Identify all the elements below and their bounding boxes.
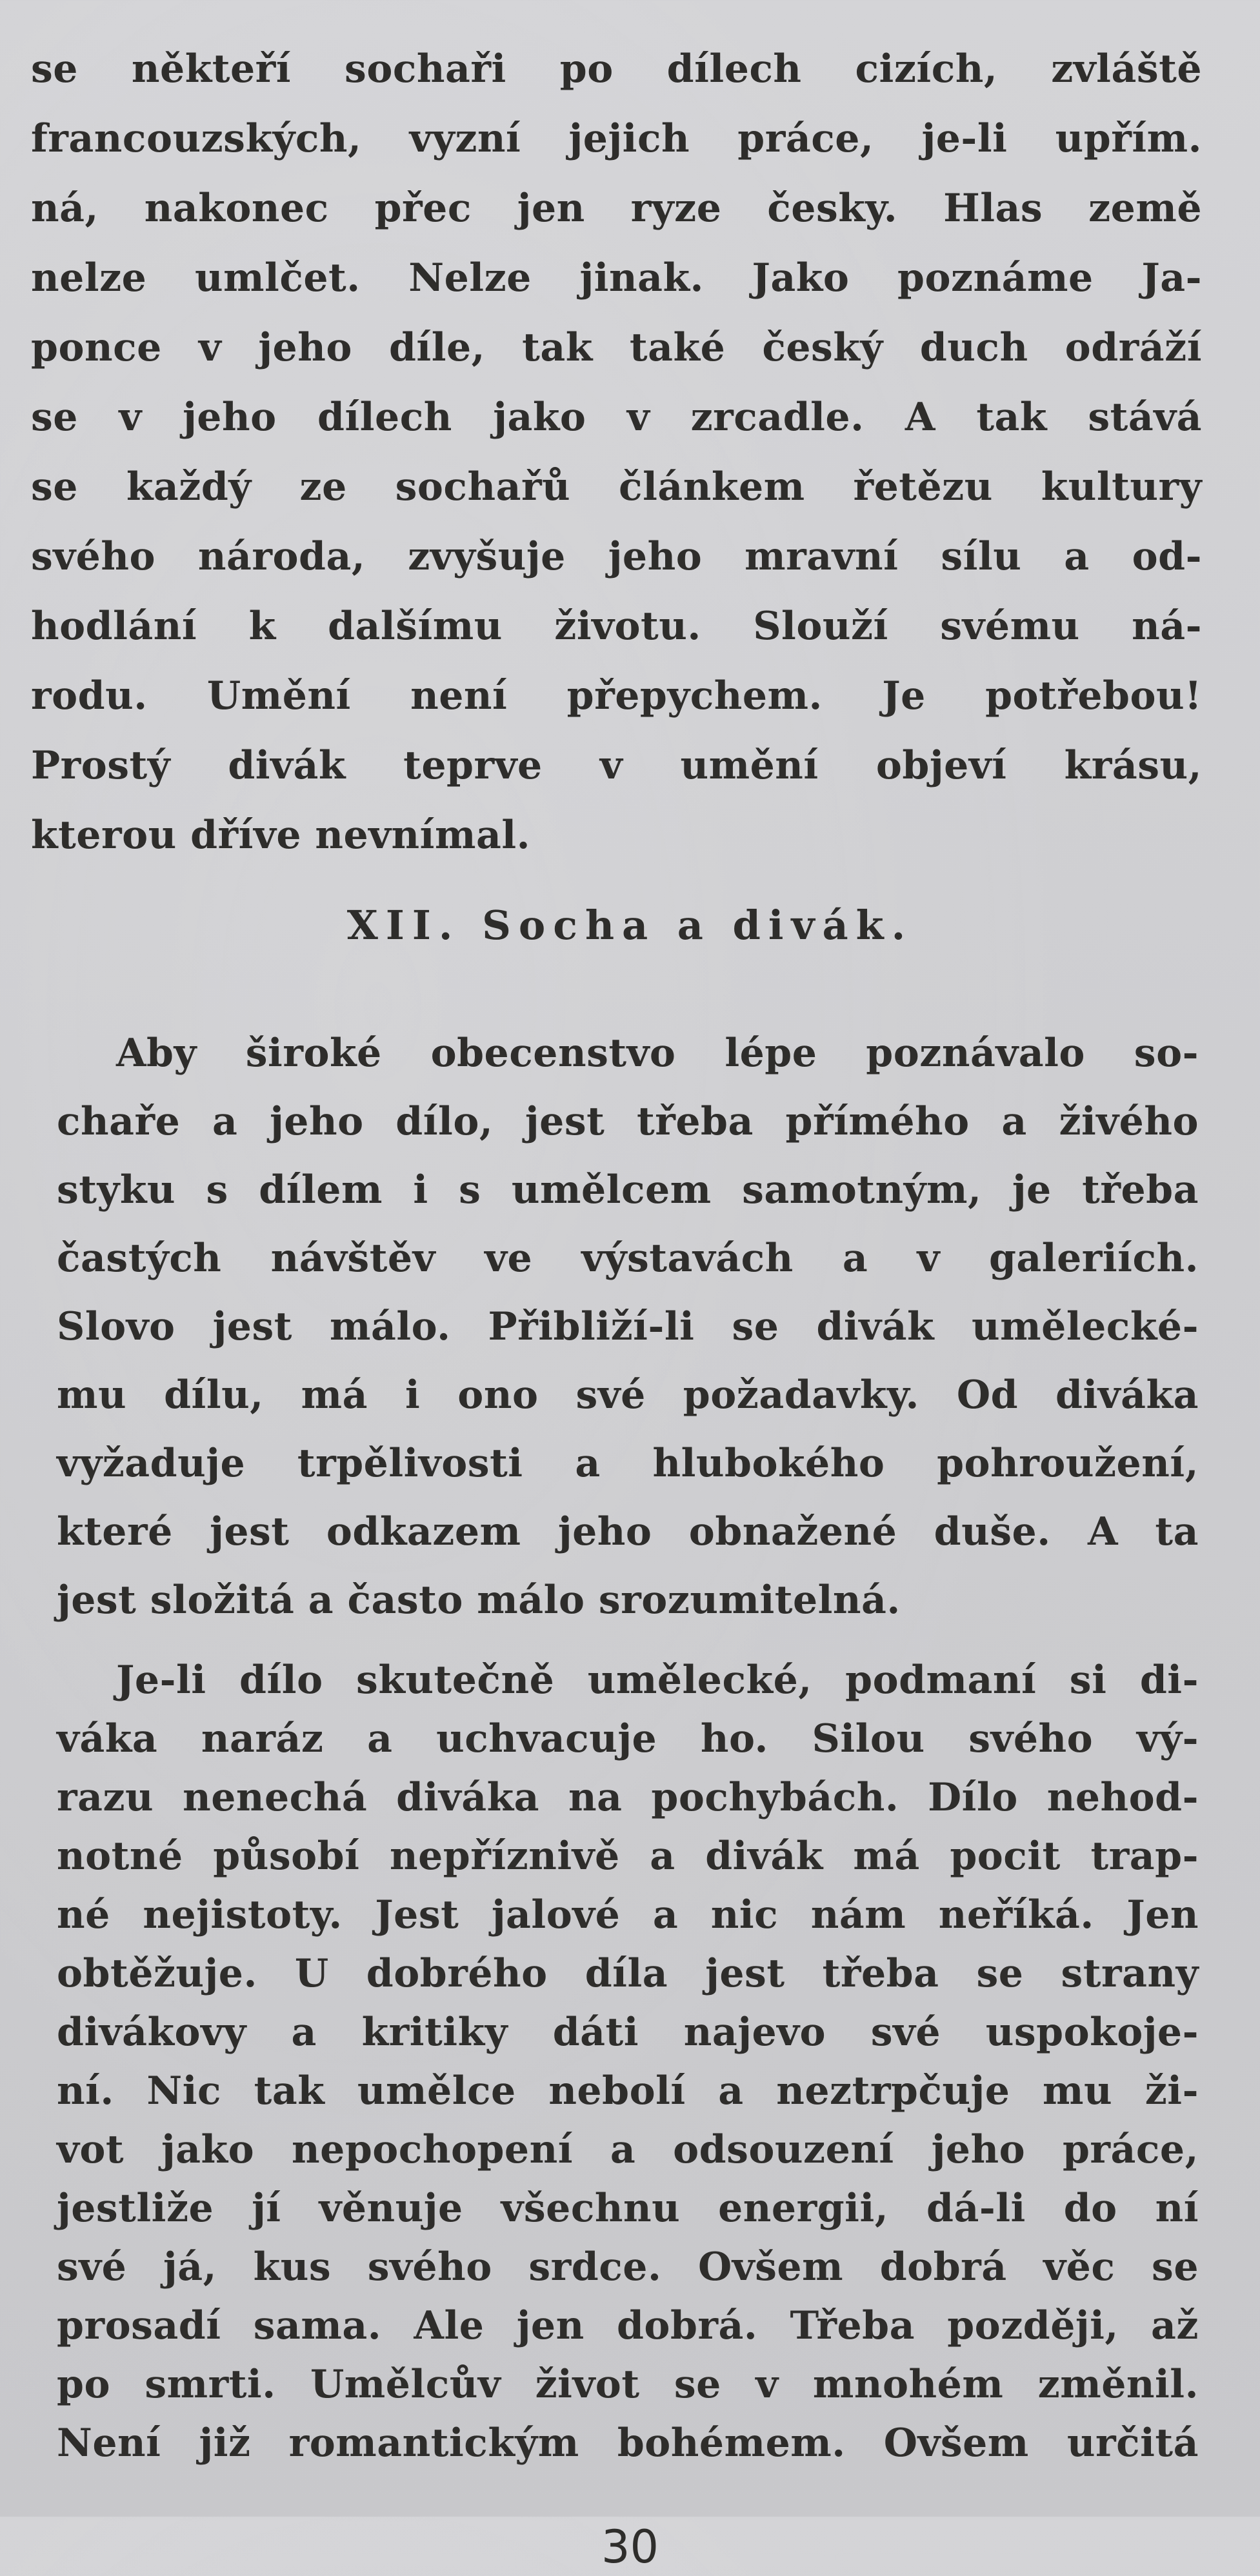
text-line: Prostý divák teprve v umění objeví krásu, bbox=[31, 743, 1202, 788]
text-line: vyžaduje trpělivosti a hlubokého pohroužení, bbox=[57, 1441, 1199, 1486]
text-line: né nejistoty. Jest jalové a nic nám neříká. Jen bbox=[57, 1892, 1199, 1937]
text-line: své já, kus svého srdce. Ovšem dobrá věc se bbox=[57, 2244, 1199, 2290]
text-line: po smrti. Umělcův život se v mnohém změnil. bbox=[57, 2362, 1199, 2407]
text-line: Aby široké obecenstvo lépe poznávalo so- bbox=[116, 1031, 1199, 1076]
text-line: se každý ze sochařů článkem řetězu kultury bbox=[31, 464, 1202, 510]
text-line: jest složitá a často málo srozumitelná. bbox=[57, 1578, 901, 1623]
text-line: chaře a jeho dílo, jest třeba přímého a živého bbox=[57, 1099, 1199, 1144]
text-line: svého národa, zvyšuje jeho mravní sílu a od- bbox=[31, 534, 1202, 579]
text-line: nelze umlčet. Nelze jinak. Jako poznáme Ja- bbox=[31, 255, 1202, 301]
text-line: Je-li dílo skutečně umělecké, podmaní si di- bbox=[116, 1658, 1199, 1703]
text-line: prosadí sama. Ale jen dobrá. Třeba později, až bbox=[57, 2303, 1199, 2348]
text-line: mu dílu, má i ono své požadavky. Od diváka bbox=[57, 1372, 1199, 1418]
text-line: vot jako nepochopení a odsouzení jeho práce, bbox=[57, 2127, 1199, 2172]
text-line: notné působí nepříznivě a divák má pocit trap- bbox=[57, 1834, 1199, 1879]
text-line: se v jeho dílech jako v zrcadle. A tak stává bbox=[31, 395, 1202, 440]
text-line: Není již romantickým bohémem. Ovšem určitá bbox=[57, 2421, 1199, 2466]
text-line: kterou dříve nevnímal. bbox=[31, 813, 531, 858]
text-line: obtěžuje. U dobrého díla jest třeba se strany bbox=[57, 1951, 1199, 1996]
text-line: ponce v jeho díle, tak také český duch odráží bbox=[31, 325, 1202, 370]
section-heading: XII. Socha a divák. bbox=[346, 902, 914, 949]
page-number: 30 bbox=[601, 2521, 659, 2573]
text-line: se někteří sochaři po dílech cizích, zvláště bbox=[31, 46, 1202, 92]
text-line: ná, nakonec přec jen ryze česky. Hlas země bbox=[31, 186, 1202, 231]
text-line: francouzských, vyzní jejich práce, je-li upřím. bbox=[31, 116, 1202, 161]
text-line: Slovo jest málo. Přibliží-li se divák umělecké- bbox=[57, 1304, 1199, 1349]
text-line: divákovy a kritiky dáti najevo své uspokoje- bbox=[57, 2010, 1199, 2055]
text-line: váka naráz a uchvacuje ho. Silou svého vý- bbox=[57, 1716, 1199, 1761]
text-line: častých návštěv ve výstavách a v galeriích. bbox=[57, 1236, 1199, 1281]
text-line: hodlání k dalšímu životu. Slouží svému ná- bbox=[31, 604, 1202, 649]
text-line: jestliže jí věnuje všechnu energii, dá-li do ní bbox=[57, 2186, 1199, 2231]
text-line: ní. Nic tak umělce nebolí a neztrpčuje mu ži- bbox=[57, 2068, 1199, 2114]
text-line: razu nenechá diváka na pochybách. Dílo nehod- bbox=[57, 1775, 1199, 1820]
text-line: rodu. Umění není přepychem. Je potřebou! bbox=[31, 673, 1202, 718]
text-line: styku s dílem i s umělcem samotným, je třeba bbox=[57, 1167, 1199, 1213]
text-line: které jest odkazem jeho obnažené duše. A ta bbox=[57, 1509, 1199, 1554]
